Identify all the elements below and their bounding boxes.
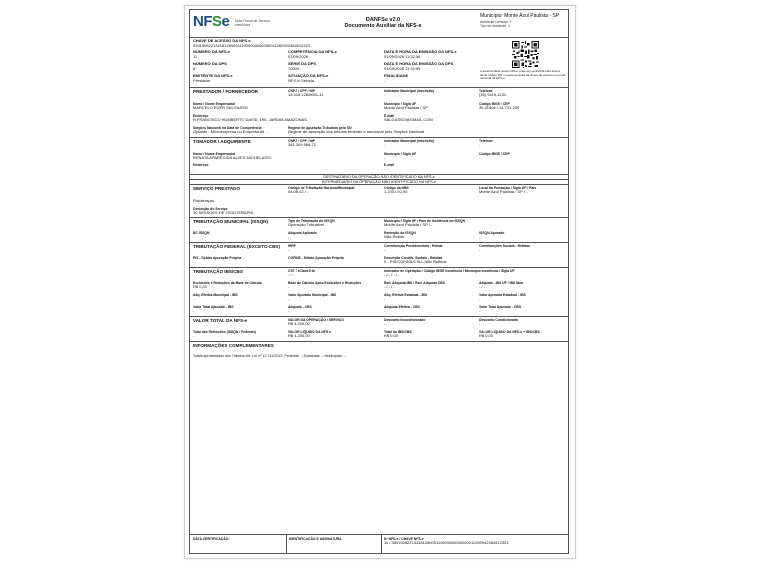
emissao-dps-label: DATA E HORA DA EMISSÃO DA DPS	[384, 61, 454, 66]
prestador-endereco-label: Endereço	[193, 114, 209, 118]
serie-dps-label: SÉRIE DA DPS	[288, 61, 317, 66]
servico-local-label: Local da Prestação / Sigla UF / País	[479, 186, 537, 190]
total-ibscbs-label: Total do IBS/CBS	[384, 330, 412, 334]
valor-operacao-label: VALOR DA OPERAÇÃO / SERVIÇO	[288, 318, 344, 322]
identificacao-assinatura-label: IDENTIFICAÇÃO E ASSINATURA	[289, 537, 342, 541]
contrib-prev-value: -	[384, 247, 386, 252]
logo-text-nf: NF	[193, 13, 212, 30]
emissao-dps-value: 01/09/2026 11:32:55	[384, 65, 421, 71]
ind-operacao-label: Indicador de Operação / Código IBGE Incidência / Município Incidência / Sigla UF	[384, 269, 515, 273]
valor-ap-mun-label: Valor Apurado Municipal - IBS	[288, 293, 337, 297]
danfse-page	[189, 9, 569, 554]
prestador-cnpj-label: CNPJ / CPF / NIF	[288, 89, 315, 93]
cst-value: - / -	[288, 272, 294, 277]
aliq-ef-est-value: -	[384, 296, 386, 301]
prestador-tel-value: (16) 9415-1131	[479, 92, 507, 97]
document-title-line1: DANFSe v2.0	[365, 17, 401, 23]
trib-federal-title: TRIBUTAÇÃO FEDERAL (EXCETO CBS)	[193, 243, 281, 249]
valor-total-title: VALOR TOTAL DA NFS-e	[193, 318, 248, 323]
prestador-nome-label: Nome / Nome Empresarial	[193, 102, 236, 106]
tomador-mun-label: Município / Sigla UF	[384, 152, 417, 156]
aliq-ef-est-label: Alíq. Efetiva Estadual - IBS	[384, 293, 428, 297]
trib-municipal-title: TRIBUTAÇÃO MUNICIPAL (ISSQN)	[193, 218, 269, 224]
servico-nbs-label: Código da NBS	[384, 186, 409, 190]
aliquota-ibs-label: Alíquota - IBS UF / IBS Mun	[479, 281, 524, 285]
competencia-label: COMPETÊNCIA DA NFS-e	[288, 49, 337, 54]
issqn-apurado-label: ISSQN Apurado	[479, 231, 505, 235]
trib-mun-value: Monte Azul Paulista / SP / -	[384, 222, 433, 227]
tomador-title: TOMADOR / ADQUIRENTE	[193, 138, 251, 144]
numero-nfse-value: 11	[193, 53, 198, 59]
tomador-im-value: -	[384, 142, 386, 147]
servico-descricao-value: 30 SESSOES DE FISIOTERAPIA	[193, 210, 254, 215]
logo-subtitle: Nota Fiscal de Serviço eletrônica	[235, 19, 271, 27]
valor-ap-est-label: Valor Apurado Estadual - IBS	[479, 293, 526, 297]
emissao-nfse-label: DATA E HORA DA EMISSÃO DA NFS-e	[384, 49, 457, 54]
tomador-tel-label: Telefone	[479, 139, 493, 143]
prestador-simples-label: Simples Nacional na Data de Competência	[193, 126, 262, 130]
desc-incond-label: Desconto Incondicionado	[384, 318, 426, 322]
tomador-cnpj-value: 381.309.968-71	[288, 142, 317, 147]
prestador-email-value: SALGASSO@GMAIL.COM	[384, 117, 433, 122]
divider	[190, 316, 568, 317]
numero-nfse-label: NÚMERO DA NFS-e	[193, 49, 231, 54]
nfse-logo	[193, 13, 271, 31]
liquido-ibscbs-value: R$ 0,00	[479, 333, 494, 338]
prestador-nome-value: MARCELO EDER SALGASSO	[193, 105, 248, 110]
situacao-label: SITUAÇÃO DA NFS-e	[288, 73, 329, 78]
situacao-value: NFS-e Gerada	[288, 77, 315, 83]
total-ibs-value: -	[193, 308, 195, 313]
valor-ap-est-value: -	[479, 296, 481, 301]
prestador-im-value: -	[384, 92, 386, 97]
red-aliquota-label: Red. Alíquota IBS / Red. Alíquota CBS	[384, 281, 445, 285]
tomador-tel-value: -	[479, 142, 481, 147]
prestador-cnpj-value: 13.418.128/0001-11	[288, 92, 324, 97]
aliquota-cbs-value: -	[288, 308, 290, 313]
logo-text-s: S	[212, 13, 222, 30]
cofins-label: COFINS - Débito Apuração Própria	[288, 256, 344, 260]
desc-cond-label: Desconto Condicionado	[479, 318, 518, 322]
chave-value: 35315062213418128000111000000000000011260942364512323	[193, 42, 311, 48]
emitente-value: Prestador	[193, 77, 211, 83]
tomador-cnpj-label: CNPJ / CPF / NIF	[288, 139, 315, 143]
prestador-cep-value: 35.31506 / 14.731-200	[479, 105, 520, 110]
competencia-value: 01/09/2026	[288, 53, 309, 59]
tomador-email-label: E-mail	[384, 163, 395, 167]
document-sheet	[184, 5, 576, 559]
divider	[286, 535, 287, 554]
document-header	[190, 10, 568, 38]
valor-liquido-label: VALOR LÍQUIDO DA NFS-e	[288, 330, 332, 334]
irrf-value: -	[288, 247, 290, 252]
intermediario-line: INTERMEDIÁRIO DA OPERAÇÃO NÃO IDENTIFICADO NA NFS-e	[321, 179, 437, 184]
tomador-nome-label: Nome / Nome Empresarial	[193, 152, 236, 156]
aliquota-aplicada-label: Alíquota Aplicada	[288, 231, 317, 235]
retencao-issqn-label: Retenção do ISSQN	[384, 231, 416, 235]
servico-title: SERVIÇO PRESTADO	[193, 185, 241, 191]
finalidade-value: -	[384, 77, 386, 83]
destinatario-line: DESTINATÁRIO DA OPERAÇÃO NÃO IDENTIFICADO NA NFS-e	[323, 174, 435, 179]
divider	[381, 535, 382, 554]
aliq-ef-cbs-label: Alíquota Efetiva - CBS	[384, 305, 420, 309]
prestador-regime-value: Regime de apuração dos tributos federais e municipal pelo Simples Nacional	[288, 129, 425, 134]
aliq-ef-mun-label: Alíq. Efetiva Municipal - IBS	[193, 293, 238, 297]
base-calculo-label: Base de Cálculo Após Exclusões e Reduções	[288, 281, 362, 285]
municipio-block	[480, 14, 559, 28]
prestador-title: PRESTADOR / FORNECEDOR	[193, 88, 258, 94]
prestador-im-label: Indicador Municipal (Inscrição)	[384, 89, 434, 93]
nfse-chave-value: 11 / 35315062213418128000111000000000000011260942364512323	[384, 540, 509, 545]
total-retencoes-label: Total das Retenções (ISSQN / Federais)	[193, 330, 257, 334]
ind-operacao-value: - / - / - / -	[384, 272, 400, 277]
total-ibscbs-value: R$ 0,00	[384, 333, 399, 338]
bc-issqn-label: BC ISSQN	[193, 231, 210, 235]
valor-ap-mun-value: -	[288, 296, 290, 301]
exclusoes-value: R$ 0,00	[193, 284, 208, 289]
prestador-tel-label: Telefone	[479, 89, 493, 93]
desc-contrib-label: Descrição Contrib. Sociais - Retidas	[384, 256, 443, 260]
document-title-line2: Documento Auxiliar da NFS-e	[344, 23, 422, 29]
prestador-endereco-value: R.FRANCISCO HUMBERTO DAVID, 195, JARDIM AMAZONAS	[193, 117, 307, 122]
red-aliquota-value: - / - / -	[384, 284, 395, 289]
divider	[190, 267, 568, 268]
contrib-sociais-value: -	[479, 247, 481, 252]
emitente-label: EMITENTE DA NFS-e	[193, 73, 233, 78]
liquido-ibscbs-label: VALOR LÍQUIDO DA NFS-e + IBS/CBS	[479, 330, 540, 334]
document-title	[328, 17, 438, 29]
total-ibs-label: Valor Total Apurado - IBS	[193, 305, 234, 309]
divider	[190, 184, 568, 185]
valor-operacao-value: R$ 4.200,00	[288, 321, 310, 326]
finalidade-label: FINALIDADE	[384, 73, 409, 78]
prestador-regime-label: Regime de Apuração Tributária pelo SN	[288, 126, 352, 130]
tomador-nome-value: RENATA APARECIDA ALVES MICHELASSI	[193, 155, 271, 160]
pis-label: PIS - Débito Apuração Própria	[193, 256, 242, 260]
base-calculo-value: -	[288, 284, 290, 289]
servico-local-value: Monte Azul Paulista / SP / -	[479, 189, 528, 194]
cofins-value: -	[288, 259, 290, 264]
trib-mun-label: Município / Sigla UF / País de Incidência do ISSQN	[384, 219, 466, 223]
trib-tipo-label: Tipo de Tributação do ISSQN	[288, 219, 335, 223]
prestador-email-label: E-mail	[384, 114, 395, 118]
chave-label: CHAVE DE ACESSO DA NFS-e	[193, 38, 251, 43]
exclusoes-label: Exclusões e Reduções da Base de Cálculo	[193, 281, 262, 285]
servico-ctn-value: 04.08.02 / -	[288, 189, 309, 194]
prestador-mun-value: Monte Azul Paulista / SP	[384, 105, 428, 110]
total-cbs-label: Valor Total Apurado - CBS	[479, 305, 522, 309]
aliquota-cbs-label: Alíquota - CBS	[288, 305, 312, 309]
desc-cond-value: -	[479, 321, 481, 326]
servico-nbs-value: 1.2301.92.00	[384, 189, 408, 194]
desc-incond-value: -	[384, 321, 386, 326]
tomador-email-value: -	[384, 166, 386, 171]
servico-tributacao-desc: Fisioterapia.	[193, 198, 215, 203]
qr-authenticity-note: A autenticidade desta NFS-e pode ser verificada pela leitura deste código QR ou pela consulta da chave de acesso no portal nacional da NFS-e	[480, 69, 566, 81]
trib-tipo-value: Operação Tributável	[288, 222, 325, 227]
trib-ibs-title: TRIBUTAÇÃO IBS/CBS	[193, 268, 243, 274]
total-cbs-value: -	[479, 308, 481, 313]
info-complementares-text: Totais aproximados dos Tributos cfe. Lei nº 12.741/2012: Federais: -; Estaduais: -; Municipais: -;	[193, 354, 346, 358]
cst-label: CST / cClassTrib	[288, 269, 315, 273]
tomador-endereco-label: Endereço	[193, 163, 209, 167]
numero-dps-label: NÚMERO DA DPS	[193, 61, 227, 66]
servico-ctn-label: Código de Tributação Nacional/Municipal	[288, 186, 355, 190]
contrib-prev-label: Contribuição Previdenciária - Retida	[384, 244, 443, 248]
retencao-issqn-value: Não Retido	[384, 234, 405, 239]
qr-code-icon	[512, 41, 539, 68]
emissao-nfse-value: 01/09/2026 11:32:56	[384, 53, 421, 59]
aliq-ef-cbs-value: -	[384, 308, 386, 313]
prestador-simples-value: Optante - Microempresa ou Empresa de ...	[193, 129, 269, 134]
prestador-mun-label: Município / Sigla UF	[384, 102, 417, 106]
irrf-label: IRRF	[288, 244, 296, 248]
nfse-chave-label: Nº NFS-e / CHAVE NFS-e	[384, 537, 424, 541]
serie-dps-value: 70000	[288, 65, 300, 71]
total-retencoes-value: -	[193, 333, 195, 338]
tomador-endereco-value: -	[193, 166, 195, 171]
issqn-apurado-value: -	[479, 234, 481, 239]
numero-dps-value: 8	[193, 65, 196, 71]
tomador-cep-label: Código IBGE / CEP	[479, 152, 510, 156]
aliquota-aplicada-value: -	[288, 234, 290, 239]
tomador-mun-value: -	[384, 155, 386, 160]
data-certificacao-label: DATA CERTIFICAÇÃO:	[193, 537, 230, 541]
info-complementares-title: INFORMAÇÕES COMPLEMENTARES	[193, 342, 274, 348]
tipo-ambiente: Tipo de Ambiente: 1	[480, 23, 511, 28]
servico-descricao-label: Descrição do Serviço	[193, 207, 228, 211]
tomador-im-label: Indicador Municipal (Inscrição)	[384, 139, 434, 143]
valor-liquido-value: R$ 4.200,00	[288, 333, 310, 338]
ambiente-gerador: Ambiente Gerador: 2	[480, 19, 512, 24]
pis-value: -	[193, 259, 195, 264]
logo-text-e: e	[221, 13, 230, 30]
prestador-cep-label: Código IBGE / CEP	[479, 102, 510, 106]
aliq-ef-mun-value: -	[193, 296, 195, 301]
bc-issqn-value: -	[193, 234, 195, 239]
contrib-sociais-label: Contribuições Sociais - Retidas	[479, 244, 530, 248]
tomador-cep-value: -	[479, 155, 481, 160]
aliquota-ibs-value: - / -	[479, 284, 485, 289]
signature-footer	[190, 534, 568, 554]
desc-contrib-value: 0 - PIS/COFINS/CSLL Não Retidos	[384, 259, 447, 264]
municipio-name: Município: Monte Azul Paulista - SP	[480, 13, 560, 19]
